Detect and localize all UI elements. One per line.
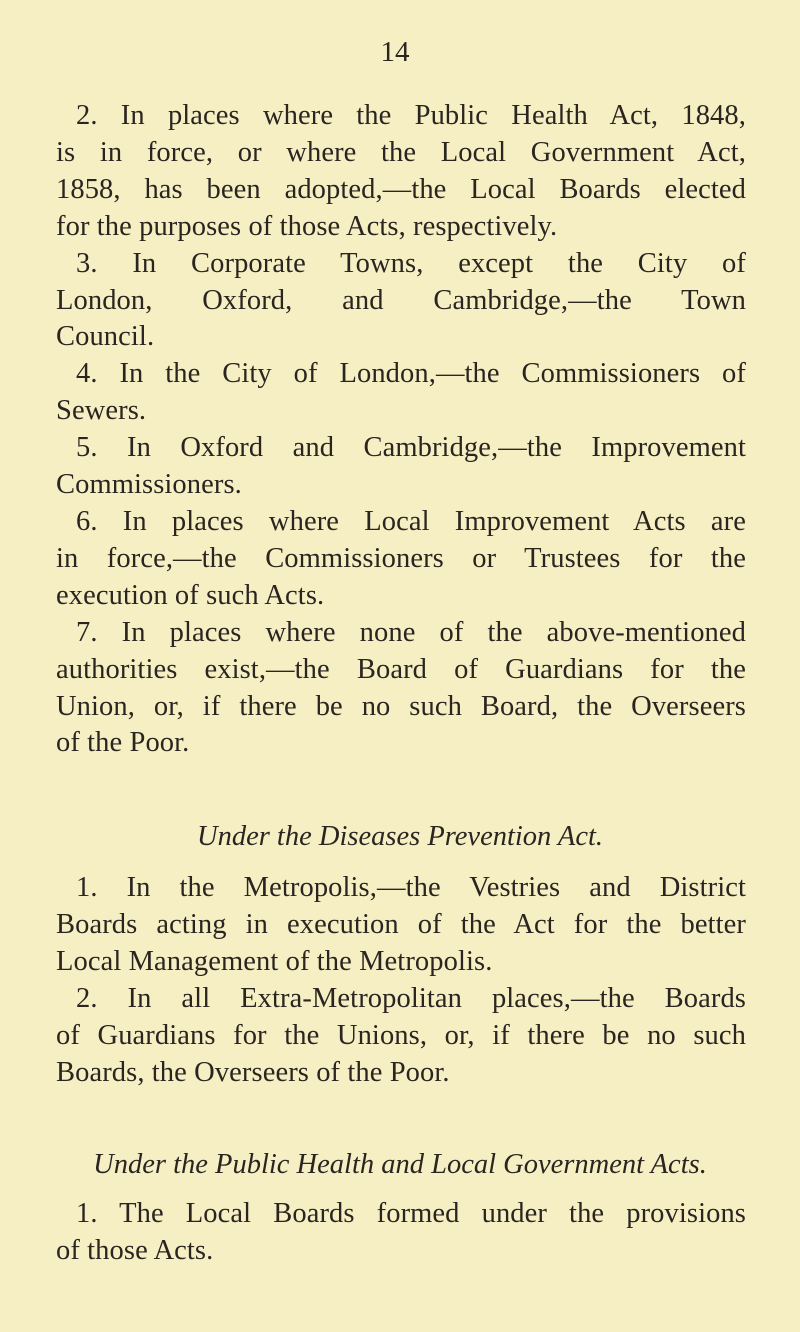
- text-line: execution of such Acts.: [56, 579, 325, 611]
- text-line: of the Poor.: [56, 727, 190, 759]
- text-line: London, Oxford, and Cambridge,—the Town: [56, 284, 746, 316]
- text-line: Boards acting in execution of the Act for the better: [56, 908, 746, 940]
- text-line: 7. In places where none of the above-mentioned: [76, 616, 746, 648]
- text-line: in force,—the Commissioners or Trustees for the: [56, 542, 746, 574]
- text-line: 1. The Local Boards formed under the provisions: [76, 1198, 746, 1229]
- text-line: 4. In the City of London,—the Commissioners of: [76, 358, 746, 390]
- text-line: 3. In Corporate Towns, except the City of: [76, 247, 746, 279]
- text-line: Union, or, if there be no such Board, the Overseers: [56, 690, 746, 722]
- text-line: Local Management of the Metropolis.: [56, 945, 493, 977]
- text-line: Commissioners.: [56, 469, 242, 501]
- text-line: Council.: [56, 321, 155, 353]
- text-line: 2. In places where the Public Health Act, 1848,: [76, 100, 746, 131]
- text-line: of those Acts.: [56, 1234, 214, 1266]
- page-number: 14: [380, 36, 410, 68]
- text-line: authorities exist,—the Board of Guardians for the: [56, 653, 746, 685]
- text-line: Sewers.: [56, 395, 147, 427]
- diseases-prevention-list: [56, 870, 746, 1091]
- text-line: for the purposes of those Acts, respectively.: [56, 210, 558, 242]
- text-line: Boards, the Overseers of the Poor.: [56, 1056, 450, 1088]
- public-health-list: [56, 1196, 746, 1270]
- text-line: 1858, has been adopted,—the Local Boards elected: [56, 173, 746, 205]
- section-heading-public-health: Under the Public Health and Local Government Acts.: [93, 1149, 707, 1180]
- section-heading-diseases-prevention: Under the Diseases Prevention Act.: [196, 821, 604, 852]
- text-line: 6. In places where Local Improvement Acts are: [76, 505, 746, 537]
- text-line: 1. In the Metropolis,—the Vestries and District: [76, 872, 746, 903]
- text-line: 5. In Oxford and Cambridge,—the Improvement: [76, 432, 746, 464]
- text-line: 2. In all Extra-Metropolitan places,—the Boards: [76, 982, 746, 1014]
- text-line: is in force, or where the Local Government Act,: [56, 136, 746, 168]
- authorities-list: [56, 98, 746, 762]
- text-line: of Guardians for the Unions, or, if there be no such: [56, 1019, 746, 1051]
